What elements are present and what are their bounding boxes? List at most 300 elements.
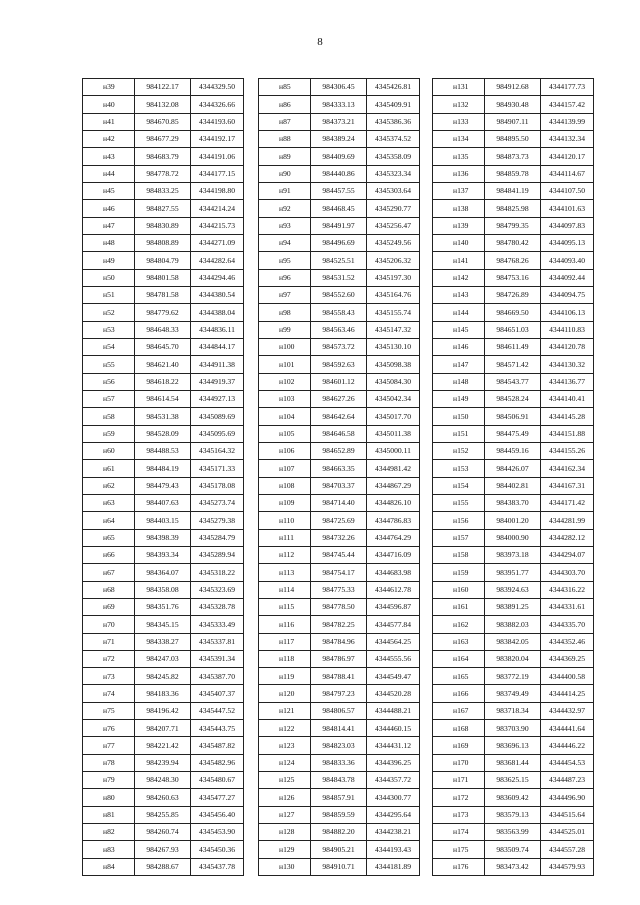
y-coordinate-cell: 4344132.34 bbox=[541, 130, 594, 147]
y-coordinate-cell: 4345206.32 bbox=[367, 252, 420, 269]
x-coordinate-cell: 984398.39 bbox=[135, 529, 191, 546]
x-coordinate-cell: 984358.08 bbox=[135, 581, 191, 598]
y-coordinate-cell: 4344120.78 bbox=[541, 338, 594, 355]
table-row bbox=[259, 356, 420, 373]
y-coordinate-cell: 4345386.36 bbox=[367, 113, 420, 130]
y-coordinate-cell: 4344097.83 bbox=[541, 217, 594, 234]
point-id-cell: н146 bbox=[433, 338, 485, 355]
table-row bbox=[83, 234, 244, 251]
x-coordinate-cell: 984646.58 bbox=[311, 425, 367, 442]
table-row bbox=[433, 217, 594, 234]
point-id-cell: н56 bbox=[83, 373, 135, 390]
y-coordinate-cell: 4345477.27 bbox=[191, 789, 244, 806]
table-row bbox=[83, 772, 244, 789]
y-coordinate-cell: 4345480.67 bbox=[191, 772, 244, 789]
x-coordinate-cell: 984670.85 bbox=[135, 113, 191, 130]
point-id-cell: н53 bbox=[83, 321, 135, 338]
table-row bbox=[433, 200, 594, 217]
x-coordinate-cell: 984383.70 bbox=[485, 494, 541, 511]
x-coordinate-cell: 983891.25 bbox=[485, 598, 541, 615]
table-row bbox=[259, 96, 420, 113]
point-id-cell: н109 bbox=[259, 494, 311, 511]
x-coordinate-cell: 984407.63 bbox=[135, 494, 191, 511]
point-id-cell: н173 bbox=[433, 806, 485, 823]
point-id-cell: н113 bbox=[259, 564, 311, 581]
point-id-cell: н117 bbox=[259, 633, 311, 650]
x-coordinate-cell: 984768.26 bbox=[485, 252, 541, 269]
x-coordinate-cell: 983951.77 bbox=[485, 564, 541, 581]
point-id-cell: н105 bbox=[259, 425, 311, 442]
point-id-cell: н71 bbox=[83, 633, 135, 650]
x-coordinate-cell: 984000.90 bbox=[485, 529, 541, 546]
y-coordinate-cell: 4345453.90 bbox=[191, 824, 244, 841]
y-coordinate-cell: 4344596.87 bbox=[367, 598, 420, 615]
x-coordinate-cell: 984506.91 bbox=[485, 408, 541, 425]
x-coordinate-cell: 984373.21 bbox=[311, 113, 367, 130]
point-id-cell: н150 bbox=[433, 408, 485, 425]
y-coordinate-cell: 4344215.73 bbox=[191, 217, 244, 234]
table-row bbox=[259, 425, 420, 442]
y-coordinate-cell: 4345171.33 bbox=[191, 460, 244, 477]
x-coordinate-cell: 984484.19 bbox=[135, 460, 191, 477]
x-coordinate-cell: 984806.57 bbox=[311, 702, 367, 719]
table-row bbox=[433, 720, 594, 737]
point-id-cell: н97 bbox=[259, 286, 311, 303]
table-row bbox=[433, 234, 594, 251]
y-coordinate-cell: 4345284.79 bbox=[191, 529, 244, 546]
x-coordinate-cell: 983973.18 bbox=[485, 546, 541, 563]
table-row bbox=[259, 182, 420, 199]
y-coordinate-cell: 4344145.28 bbox=[541, 408, 594, 425]
point-id-cell: н91 bbox=[259, 182, 311, 199]
x-coordinate-cell: 984778.50 bbox=[311, 598, 367, 615]
x-coordinate-cell: 984306.45 bbox=[311, 79, 367, 96]
table-row bbox=[259, 512, 420, 529]
point-id-cell: н175 bbox=[433, 841, 485, 858]
x-coordinate-cell: 984491.97 bbox=[311, 217, 367, 234]
point-id-cell: н139 bbox=[433, 217, 485, 234]
table-row bbox=[83, 356, 244, 373]
y-coordinate-cell: 4345387.70 bbox=[191, 668, 244, 685]
x-coordinate-cell: 984823.03 bbox=[311, 737, 367, 754]
point-id-cell: н172 bbox=[433, 789, 485, 806]
x-coordinate-cell: 983473.42 bbox=[485, 858, 541, 875]
table-row bbox=[433, 373, 594, 390]
x-coordinate-cell: 984402.81 bbox=[485, 477, 541, 494]
x-coordinate-cell: 984669.50 bbox=[485, 304, 541, 321]
point-id-cell: н54 bbox=[83, 338, 135, 355]
x-coordinate-cell: 983820.04 bbox=[485, 650, 541, 667]
point-id-cell: н49 bbox=[83, 252, 135, 269]
table-row bbox=[83, 789, 244, 806]
point-id-cell: н119 bbox=[259, 668, 311, 685]
table-row bbox=[259, 130, 420, 147]
x-coordinate-cell: 984814.41 bbox=[311, 720, 367, 737]
y-coordinate-cell: 4345155.74 bbox=[367, 304, 420, 321]
point-id-cell: н59 bbox=[83, 425, 135, 442]
y-coordinate-cell: 4345017.70 bbox=[367, 408, 420, 425]
point-id-cell: н144 bbox=[433, 304, 485, 321]
y-coordinate-cell: 4345456.40 bbox=[191, 806, 244, 823]
point-id-cell: н111 bbox=[259, 529, 311, 546]
x-coordinate-cell: 984645.70 bbox=[135, 338, 191, 355]
table-row bbox=[83, 529, 244, 546]
point-id-cell: н147 bbox=[433, 356, 485, 373]
table-row bbox=[433, 79, 594, 96]
y-coordinate-cell: 4344094.75 bbox=[541, 286, 594, 303]
y-coordinate-cell: 4344193.60 bbox=[191, 113, 244, 130]
x-coordinate-cell: 984833.25 bbox=[135, 182, 191, 199]
x-coordinate-cell: 984207.71 bbox=[135, 720, 191, 737]
y-coordinate-cell: 4344400.58 bbox=[541, 668, 594, 685]
y-coordinate-cell: 4344764.29 bbox=[367, 529, 420, 546]
point-id-cell: н142 bbox=[433, 269, 485, 286]
y-coordinate-cell: 4344716.09 bbox=[367, 546, 420, 563]
x-coordinate-cell: 984543.77 bbox=[485, 373, 541, 390]
x-coordinate-cell: 983842.05 bbox=[485, 633, 541, 650]
table-row bbox=[83, 858, 244, 875]
table-row bbox=[259, 408, 420, 425]
x-coordinate-cell: 984531.38 bbox=[135, 408, 191, 425]
table-row bbox=[433, 529, 594, 546]
point-id-cell: н101 bbox=[259, 356, 311, 373]
point-id-cell: н72 bbox=[83, 650, 135, 667]
y-coordinate-cell: 4344107.50 bbox=[541, 182, 594, 199]
table-row bbox=[83, 96, 244, 113]
table-row bbox=[259, 806, 420, 823]
point-id-cell: н40 bbox=[83, 96, 135, 113]
point-id-cell: н57 bbox=[83, 390, 135, 407]
x-coordinate-cell: 984753.16 bbox=[485, 269, 541, 286]
y-coordinate-cell: 4344446.22 bbox=[541, 737, 594, 754]
x-coordinate-cell: 984563.46 bbox=[311, 321, 367, 338]
y-coordinate-cell: 4344911.38 bbox=[191, 356, 244, 373]
x-coordinate-cell: 984895.50 bbox=[485, 130, 541, 147]
table-row bbox=[83, 702, 244, 719]
table-row bbox=[433, 841, 594, 858]
x-coordinate-cell: 983703.90 bbox=[485, 720, 541, 737]
point-id-cell: н81 bbox=[83, 806, 135, 823]
table-row bbox=[259, 286, 420, 303]
y-coordinate-cell: 4344136.77 bbox=[541, 373, 594, 390]
point-id-cell: н124 bbox=[259, 754, 311, 771]
point-id-cell: н92 bbox=[259, 200, 311, 217]
x-coordinate-cell: 984830.89 bbox=[135, 217, 191, 234]
x-coordinate-cell: 984457.55 bbox=[311, 182, 367, 199]
table-row bbox=[259, 754, 420, 771]
y-coordinate-cell: 4344120.17 bbox=[541, 148, 594, 165]
y-coordinate-cell: 4345197.30 bbox=[367, 269, 420, 286]
y-coordinate-cell: 4344981.42 bbox=[367, 460, 420, 477]
x-coordinate-cell: 984642.64 bbox=[311, 408, 367, 425]
table-row bbox=[433, 789, 594, 806]
x-coordinate-cell: 984857.91 bbox=[311, 789, 367, 806]
y-coordinate-cell: 4345328.78 bbox=[191, 598, 244, 615]
x-coordinate-cell: 984703.37 bbox=[311, 477, 367, 494]
table-row bbox=[83, 754, 244, 771]
y-coordinate-cell: 4344095.13 bbox=[541, 234, 594, 251]
x-coordinate-cell: 984571.42 bbox=[485, 356, 541, 373]
x-coordinate-cell: 983509.74 bbox=[485, 841, 541, 858]
y-coordinate-cell: 4345443.75 bbox=[191, 720, 244, 737]
coordinates-table-2 bbox=[258, 78, 420, 876]
y-coordinate-cell: 4344271.09 bbox=[191, 234, 244, 251]
y-coordinate-cell: 4345249.56 bbox=[367, 234, 420, 251]
table-row bbox=[433, 148, 594, 165]
x-coordinate-cell: 984239.94 bbox=[135, 754, 191, 771]
x-coordinate-cell: 984351.76 bbox=[135, 598, 191, 615]
y-coordinate-cell: 4344155.26 bbox=[541, 442, 594, 459]
table-row bbox=[259, 477, 420, 494]
point-id-cell: н62 bbox=[83, 477, 135, 494]
point-id-cell: н74 bbox=[83, 685, 135, 702]
point-id-cell: н55 bbox=[83, 356, 135, 373]
point-id-cell: н46 bbox=[83, 200, 135, 217]
table-row bbox=[433, 858, 594, 875]
point-id-cell: н98 bbox=[259, 304, 311, 321]
x-coordinate-cell: 984781.58 bbox=[135, 286, 191, 303]
table-row bbox=[433, 512, 594, 529]
x-coordinate-cell: 984804.79 bbox=[135, 252, 191, 269]
point-id-cell: н75 bbox=[83, 702, 135, 719]
point-id-cell: н77 bbox=[83, 737, 135, 754]
y-coordinate-cell: 4344300.77 bbox=[367, 789, 420, 806]
x-coordinate-cell: 984248.30 bbox=[135, 772, 191, 789]
x-coordinate-cell: 984389.24 bbox=[311, 130, 367, 147]
point-id-cell: н60 bbox=[83, 442, 135, 459]
y-coordinate-cell: 4345178.08 bbox=[191, 477, 244, 494]
x-coordinate-cell: 984825.98 bbox=[485, 200, 541, 217]
table-row bbox=[83, 304, 244, 321]
x-coordinate-cell: 984528.09 bbox=[135, 425, 191, 442]
point-id-cell: н85 bbox=[259, 79, 311, 96]
x-coordinate-cell: 983718.34 bbox=[485, 702, 541, 719]
y-coordinate-cell: 4344157.42 bbox=[541, 96, 594, 113]
y-coordinate-cell: 4344316.22 bbox=[541, 581, 594, 598]
y-coordinate-cell: 4344414.25 bbox=[541, 685, 594, 702]
table-row bbox=[259, 685, 420, 702]
x-coordinate-cell: 984001.20 bbox=[485, 512, 541, 529]
y-coordinate-cell: 4344579.93 bbox=[541, 858, 594, 875]
point-id-cell: н156 bbox=[433, 512, 485, 529]
x-coordinate-cell: 984196.42 bbox=[135, 702, 191, 719]
table-row bbox=[433, 338, 594, 355]
y-coordinate-cell: 4345323.34 bbox=[367, 165, 420, 182]
point-id-cell: н133 bbox=[433, 113, 485, 130]
y-coordinate-cell: 4344380.54 bbox=[191, 286, 244, 303]
x-coordinate-cell: 984799.35 bbox=[485, 217, 541, 234]
y-coordinate-cell: 4345391.34 bbox=[191, 650, 244, 667]
x-coordinate-cell: 984841.19 bbox=[485, 182, 541, 199]
table-row bbox=[259, 720, 420, 737]
point-id-cell: н82 bbox=[83, 824, 135, 841]
x-coordinate-cell: 984788.41 bbox=[311, 668, 367, 685]
table-row bbox=[433, 425, 594, 442]
y-coordinate-cell: 4345147.32 bbox=[367, 321, 420, 338]
x-coordinate-cell: 984797.23 bbox=[311, 685, 367, 702]
y-coordinate-cell: 4345095.69 bbox=[191, 425, 244, 442]
y-coordinate-cell: 4344515.64 bbox=[541, 806, 594, 823]
y-coordinate-cell: 4344114.67 bbox=[541, 165, 594, 182]
page-number: 8 bbox=[317, 36, 323, 48]
x-coordinate-cell: 984780.42 bbox=[485, 234, 541, 251]
table-row bbox=[259, 269, 420, 286]
table-row bbox=[259, 702, 420, 719]
table-row bbox=[259, 858, 420, 875]
point-id-cell: н128 bbox=[259, 824, 311, 841]
point-id-cell: н64 bbox=[83, 512, 135, 529]
x-coordinate-cell: 984779.62 bbox=[135, 304, 191, 321]
y-coordinate-cell: 4344844.17 bbox=[191, 338, 244, 355]
table-row bbox=[259, 113, 420, 130]
point-id-cell: н96 bbox=[259, 269, 311, 286]
x-coordinate-cell: 984601.12 bbox=[311, 373, 367, 390]
x-coordinate-cell: 983579.13 bbox=[485, 806, 541, 823]
x-coordinate-cell: 984531.52 bbox=[311, 269, 367, 286]
point-id-cell: н158 bbox=[433, 546, 485, 563]
table-row bbox=[433, 668, 594, 685]
point-id-cell: н134 bbox=[433, 130, 485, 147]
table-row bbox=[433, 650, 594, 667]
x-coordinate-cell: 984122.17 bbox=[135, 79, 191, 96]
point-id-cell: н164 bbox=[433, 650, 485, 667]
table-row bbox=[83, 650, 244, 667]
table-row bbox=[83, 564, 244, 581]
point-id-cell: н154 bbox=[433, 477, 485, 494]
point-id-cell: н66 bbox=[83, 546, 135, 563]
table-row bbox=[259, 200, 420, 217]
y-coordinate-cell: 4344110.83 bbox=[541, 321, 594, 338]
table-row bbox=[83, 148, 244, 165]
point-id-cell: н39 bbox=[83, 79, 135, 96]
x-coordinate-cell: 984528.24 bbox=[485, 390, 541, 407]
y-coordinate-cell: 4344191.06 bbox=[191, 148, 244, 165]
y-coordinate-cell: 4345273.74 bbox=[191, 494, 244, 511]
table-row bbox=[259, 148, 420, 165]
x-coordinate-cell: 984592.63 bbox=[311, 356, 367, 373]
y-coordinate-cell: 4344130.32 bbox=[541, 356, 594, 373]
point-id-cell: н112 bbox=[259, 546, 311, 563]
table-row bbox=[433, 356, 594, 373]
point-id-cell: н138 bbox=[433, 200, 485, 217]
x-coordinate-cell: 984725.69 bbox=[311, 512, 367, 529]
y-coordinate-cell: 4344520.28 bbox=[367, 685, 420, 702]
point-id-cell: н120 bbox=[259, 685, 311, 702]
x-coordinate-cell: 984827.55 bbox=[135, 200, 191, 217]
x-coordinate-cell: 984651.03 bbox=[485, 321, 541, 338]
y-coordinate-cell: 4344140.41 bbox=[541, 390, 594, 407]
table-row bbox=[83, 633, 244, 650]
point-id-cell: н163 bbox=[433, 633, 485, 650]
x-coordinate-cell: 984558.43 bbox=[311, 304, 367, 321]
y-coordinate-cell: 4345164.32 bbox=[191, 442, 244, 459]
y-coordinate-cell: 4344577.84 bbox=[367, 616, 420, 633]
table-row bbox=[259, 546, 420, 563]
table-row bbox=[83, 165, 244, 182]
point-id-cell: н161 bbox=[433, 598, 485, 615]
y-coordinate-cell: 4345374.52 bbox=[367, 130, 420, 147]
y-coordinate-cell: 4344369.25 bbox=[541, 650, 594, 667]
point-id-cell: н88 bbox=[259, 130, 311, 147]
table-row bbox=[433, 772, 594, 789]
table-row bbox=[433, 564, 594, 581]
x-coordinate-cell: 983772.19 bbox=[485, 668, 541, 685]
point-id-cell: н68 bbox=[83, 581, 135, 598]
y-coordinate-cell: 4345437.78 bbox=[191, 858, 244, 875]
point-id-cell: н166 bbox=[433, 685, 485, 702]
x-coordinate-cell: 984905.21 bbox=[311, 841, 367, 858]
x-coordinate-cell: 984754.17 bbox=[311, 564, 367, 581]
x-coordinate-cell: 983625.15 bbox=[485, 772, 541, 789]
y-coordinate-cell: 4345426.81 bbox=[367, 79, 420, 96]
table-row bbox=[259, 633, 420, 650]
table-row bbox=[83, 512, 244, 529]
table-row bbox=[433, 737, 594, 754]
table-row bbox=[83, 113, 244, 130]
table-row bbox=[433, 633, 594, 650]
table-row bbox=[433, 304, 594, 321]
y-coordinate-cell: 4345089.69 bbox=[191, 408, 244, 425]
table-row bbox=[433, 460, 594, 477]
y-coordinate-cell: 4344431.12 bbox=[367, 737, 420, 754]
table-row bbox=[433, 96, 594, 113]
y-coordinate-cell: 4344106.13 bbox=[541, 304, 594, 321]
x-coordinate-cell: 984930.48 bbox=[485, 96, 541, 113]
x-coordinate-cell: 984745.44 bbox=[311, 546, 367, 563]
y-coordinate-cell: 4344193.43 bbox=[367, 841, 420, 858]
point-id-cell: н148 bbox=[433, 373, 485, 390]
x-coordinate-cell: 984786.97 bbox=[311, 650, 367, 667]
table-row bbox=[83, 598, 244, 615]
y-coordinate-cell: 4344214.24 bbox=[191, 200, 244, 217]
table-row bbox=[259, 252, 420, 269]
point-id-cell: н80 bbox=[83, 789, 135, 806]
table-row bbox=[259, 841, 420, 858]
point-id-cell: н93 bbox=[259, 217, 311, 234]
point-id-cell: н121 bbox=[259, 702, 311, 719]
point-id-cell: н140 bbox=[433, 234, 485, 251]
x-coordinate-cell: 984288.67 bbox=[135, 858, 191, 875]
coordinates-table-3 bbox=[432, 78, 594, 876]
point-id-cell: н99 bbox=[259, 321, 311, 338]
table-row bbox=[433, 702, 594, 719]
y-coordinate-cell: 4344093.40 bbox=[541, 252, 594, 269]
x-coordinate-cell: 984808.89 bbox=[135, 234, 191, 251]
point-id-cell: н63 bbox=[83, 494, 135, 511]
table-row bbox=[259, 789, 420, 806]
y-coordinate-cell: 4344460.15 bbox=[367, 720, 420, 737]
table-row bbox=[83, 390, 244, 407]
point-id-cell: н114 bbox=[259, 581, 311, 598]
y-coordinate-cell: 4344303.70 bbox=[541, 564, 594, 581]
x-coordinate-cell: 984393.34 bbox=[135, 546, 191, 563]
y-coordinate-cell: 4345000.11 bbox=[367, 442, 420, 459]
table-row bbox=[259, 442, 420, 459]
y-coordinate-cell: 4345337.81 bbox=[191, 633, 244, 650]
point-id-cell: н84 bbox=[83, 858, 135, 875]
table-row bbox=[259, 321, 420, 338]
x-coordinate-cell: 984778.72 bbox=[135, 165, 191, 182]
x-coordinate-cell: 983696.13 bbox=[485, 737, 541, 754]
point-id-cell: н67 bbox=[83, 564, 135, 581]
point-id-cell: н90 bbox=[259, 165, 311, 182]
point-id-cell: н174 bbox=[433, 824, 485, 841]
table-row bbox=[259, 616, 420, 633]
coordinates-table-1 bbox=[82, 78, 244, 876]
point-id-cell: н89 bbox=[259, 148, 311, 165]
x-coordinate-cell: 984782.25 bbox=[311, 616, 367, 633]
x-coordinate-cell: 984652.89 bbox=[311, 442, 367, 459]
